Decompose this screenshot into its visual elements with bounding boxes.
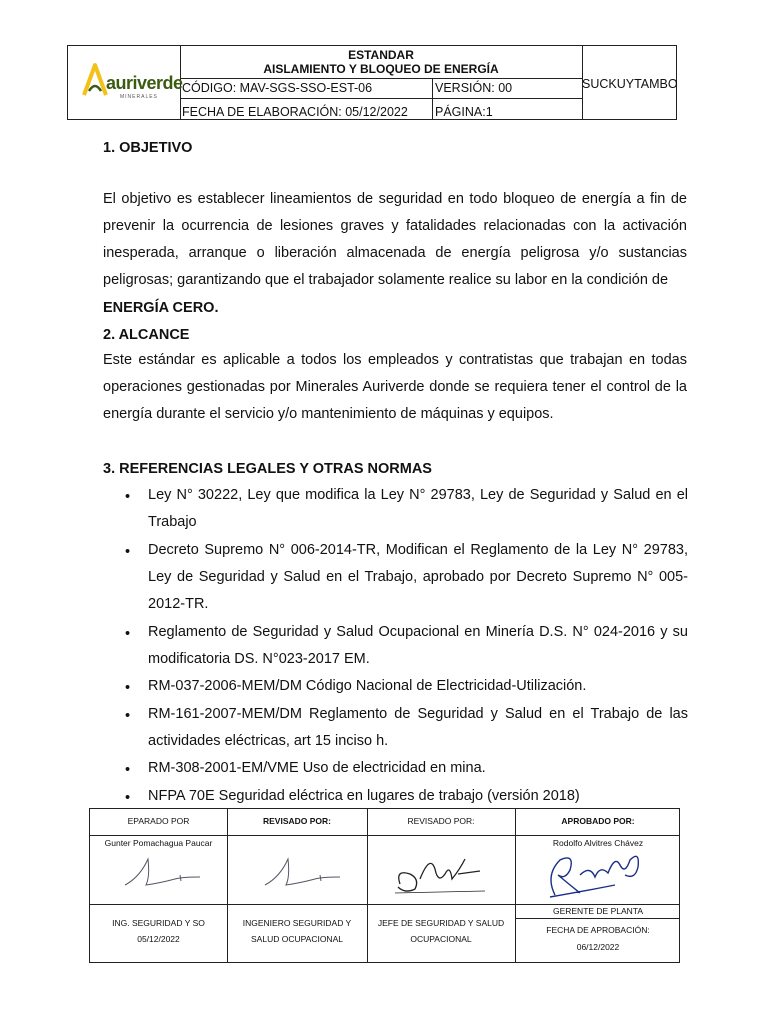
doc-date: FECHA DE ELABORACIÓN: 05/12/2022 [182, 105, 408, 119]
prepared-by-header: EPARADO POR [127, 816, 190, 826]
doc-type: ESTANDAR [348, 48, 414, 62]
signature-4-icon [540, 845, 650, 903]
reviewer-role-line2: SALUD OCUPACIONAL [251, 934, 343, 944]
approver-role: GERENTE DE PLANTA [552, 906, 644, 916]
energia-cero: ENERGÍA CERO. [103, 300, 219, 316]
ref-item: Ley N° 30222, Ley que modifica la Ley N° 29783, Ley de Seguridad y Salud en el Trabajo [148, 487, 688, 530]
doc-title: AISLAMIENTO Y BLOQUEO DE ENERGÍA [263, 62, 499, 76]
bullet: • [125, 790, 131, 806]
signature-1-icon [120, 847, 210, 892]
logo-subtitle: MINERALES [120, 94, 158, 100]
ref-item: RM-308-2001-EM/VME Uso de electricidad en mina. [148, 760, 486, 776]
signature-3-icon [390, 849, 490, 899]
approval-date-label: FECHA DE APROBACIÓN: [546, 925, 650, 935]
signature-2-icon [260, 847, 350, 892]
bullet: • [125, 680, 131, 696]
doc-version: VERSIÓN: 00 [435, 81, 513, 95]
bullet: • [125, 489, 131, 505]
preparer-role: ING. SEGURIDAD Y SO [112, 918, 205, 928]
section-alcance-heading: 2. ALCANCE [103, 327, 190, 343]
section-objetivo-heading: 1. OBJETIVO [103, 140, 193, 156]
section-alcance-text: Este estándar es aplicable a todos los empleados y contratistas que trabajan en todas operaciones gestionadas por Minerales Auriverde donde se requiera tener el control de la energía durante el servicio y/o mantenimiento de máquinas y equipos. [103, 352, 687, 422]
bullet: • [125, 544, 131, 560]
company-logo [80, 61, 183, 102]
bullet: • [125, 762, 131, 778]
section-objetivo-text: El objetivo es establecer lineamientos de seguridad en todo bloqueo de energía a fin de prevenir la ocurrencia de lesiones graves y fatalidades relacionadas con la activación inesperada, arranque o liberación almacenada de energía peligrosa y/o sustancias peligrosas; garantizando que el trabajador solamente realice su labor en la condición de [103, 191, 687, 288]
ref-item: RM-037-2006-MEM/DM Código Nacional de Electricidad-Utilización. [148, 678, 587, 694]
ref-item: Reglamento de Seguridad y Salud Ocupacional en Minería D.S. N° 024-2016 y su modificatoria DS. N°023-2017 EM. [148, 624, 688, 667]
ref-item: NFPA 70E Seguridad eléctrica en lugares de trabajo (versión 2018) [148, 788, 580, 804]
bullet: • [125, 708, 131, 724]
ref-item: Decreto Supremo N° 006-2014-TR, Modifican el Reglamento de la Ley N° 29783, Ley de Seguridad y Salud en el Trabajo, aprobado por Decreto Supremo N° 005-2012-TR. [148, 542, 688, 612]
preparer-date: 05/12/2022 [137, 934, 180, 944]
reviewer2-role-line2: OCUPACIONAL [410, 934, 472, 944]
approved-by-header: APROBADO POR: [561, 816, 635, 826]
reviewer2-role-line1: JEFE DE SEGURIDAD Y SALUD [377, 918, 505, 928]
doc-code: CÓDIGO: MAV-SGS-SSO-EST-06 [182, 81, 373, 95]
approver-name: Rodolfo Alvitres Chávez [552, 838, 644, 848]
reviewed-by-header: REVISADO POR: [262, 816, 331, 826]
site-name: SUCKUYTAMBO [582, 77, 678, 91]
approval-table [89, 808, 680, 963]
doc-page: PÁGINA:1 [435, 105, 493, 119]
reviewed-by-header-2: REVISADO POR: [407, 816, 475, 826]
approval-date: 06/12/2022 [576, 942, 620, 952]
bullet: • [125, 626, 131, 642]
preparer-name: Gunter Pomachagua Paucar [104, 838, 213, 848]
ref-item: RM-161-2007-MEM/DM Reglamento de Seguridad y Salud en el Trabajo de las actividades eléctricas, art 15 inciso h. [148, 706, 688, 749]
section-referencias-heading: 3. REFERENCIAS LEGALES Y OTRAS NORMAS [103, 461, 432, 477]
document-header [67, 45, 677, 120]
logo-wordmark: auriverde [106, 73, 183, 93]
reviewer-role-line1: INGENIERO SEGURIDAD Y [242, 918, 352, 928]
